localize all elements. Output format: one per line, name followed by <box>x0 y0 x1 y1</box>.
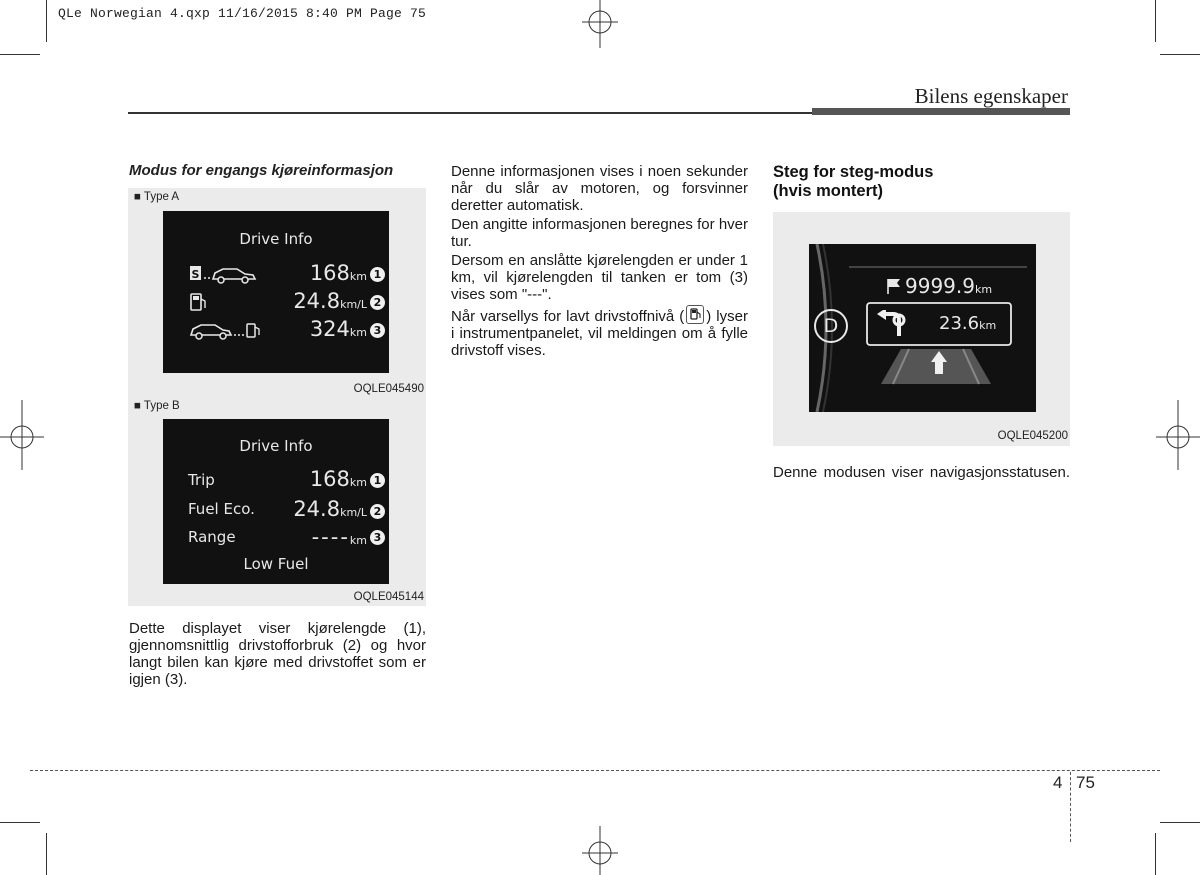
fuel-eco-value: 24.8 <box>293 289 341 313</box>
figure-a-caption: OQLE045490 <box>353 383 424 395</box>
chapter-number: 4 <box>1053 773 1063 792</box>
right-body-content: Denne modusen viser navigasjonsstatusen. <box>773 464 1070 481</box>
marker-b2: 2 <box>370 504 385 519</box>
turn-distance-unit: km <box>979 319 997 332</box>
figure-c-caption: OQLE045200 <box>997 430 1068 442</box>
type-b-label: ■ Type B <box>134 400 180 412</box>
fuel-eco-unit: km/L <box>340 298 367 311</box>
right-heading <box>773 163 933 201</box>
row-b3-value <box>312 525 367 549</box>
page-number: 75 <box>1076 773 1095 792</box>
paragraph-4 <box>451 305 748 359</box>
figure-turn-by-turn <box>773 212 1070 446</box>
paragraph-4-end: ) lyser i instrumentpanelet, vil meldingen om å fylle drivstoff vises. <box>451 308 748 359</box>
footer-dashed-rule <box>30 770 1160 771</box>
trip-unit: km <box>349 270 367 283</box>
right-body-text <box>773 464 1070 481</box>
fuel-eco-b-unit: km/L <box>340 506 367 519</box>
range-b-value: ---- <box>311 525 350 549</box>
marker-3: 3 <box>370 323 385 338</box>
figure-type-b <box>128 398 426 606</box>
trip-b-unit: km <box>349 476 367 489</box>
row-a3-value <box>310 317 367 341</box>
destination-distance-unit: km <box>974 283 993 296</box>
middle-text-block <box>451 163 748 361</box>
registration-mark-right <box>1154 400 1200 470</box>
navigation-screen <box>809 244 1036 412</box>
marker-1: 1 <box>370 267 385 282</box>
header-bar <box>812 108 1070 115</box>
row-b2-value <box>293 497 367 521</box>
figure-type-a <box>128 188 426 398</box>
marker-2: 2 <box>370 295 385 310</box>
low-fuel-message: Low Fuel <box>243 555 309 573</box>
footer-vertical-dashed-rule <box>1070 772 1071 842</box>
destination-distance-value: 9999.9 <box>905 274 975 298</box>
drive-info-screen-a <box>163 211 389 373</box>
destination-distance <box>905 274 992 298</box>
trip-value: 168 <box>309 261 350 285</box>
turn-distance-value: 23.6 <box>939 313 980 334</box>
svg-text:S: S <box>191 268 200 281</box>
turn-left-arrow-icon <box>875 310 909 338</box>
section-title: Bilens egenskaper <box>914 84 1068 108</box>
type-a-label: ■ Type A <box>134 191 180 203</box>
subheading: Modus for engangs kjøreinformasjon <box>129 162 394 179</box>
heading-line-2: (hvis montert) <box>773 182 884 200</box>
range-value: 324 <box>309 317 350 341</box>
trip-b-value: 168 <box>309 467 350 491</box>
paragraph-4-start: Når varsellys for lavt drivstoffnivå ( <box>451 308 685 325</box>
car-range-fuel-icon <box>189 319 261 341</box>
gear-indicator: D <box>814 309 848 343</box>
paragraph-1: Denne informasjonen vises i noen sekunder når du slår av motoren, og forsvinner deretter automatisk. <box>451 163 748 214</box>
fuel-eco-b-value: 24.8 <box>293 497 341 521</box>
car-trip-icon <box>189 263 259 285</box>
destination-flag-icon <box>885 277 903 295</box>
range-label: Range <box>188 528 236 546</box>
range-unit: km <box>349 326 367 339</box>
low-fuel-warning-icon <box>686 305 704 324</box>
marker-b1: 1 <box>370 473 385 488</box>
registration-mark-left <box>0 400 46 470</box>
drive-info-screen-b <box>163 419 389 584</box>
paragraph-2: Den angitte informasjonen beregnes for hver tur. <box>451 216 748 250</box>
registration-mark-bottom <box>570 826 630 875</box>
row-a2-value <box>293 289 367 313</box>
fuel-eco-label: Fuel Eco. <box>188 500 255 518</box>
row-a1-value <box>310 261 367 285</box>
heading-line-1: Steg for steg-modus <box>773 163 934 181</box>
screen-a-title: Drive Info <box>239 230 313 248</box>
range-b-unit: km <box>349 534 367 547</box>
registration-mark-top <box>570 0 630 50</box>
left-body-text: Dette displayet viser kjørelengde (1), gjennomsnittlig drivstofforbruk (2) og hvor langt bilen kan kjøre med drivstoffet som er igjen (3). <box>129 620 426 688</box>
screen-b-title: Drive Info <box>239 437 313 455</box>
trip-label: Trip <box>188 471 215 489</box>
fuel-pump-icon <box>189 291 209 313</box>
turn-distance <box>939 313 996 334</box>
figure-b-caption: OQLE045144 <box>353 591 424 603</box>
print-slug: QLe Norwegian 4.qxp 11/16/2015 8:40 PM Page 75 <box>58 6 427 21</box>
paragraph-3: Dersom en anslåtte kjørelengden er under 1 km, vil kjørelengden til tanken er tom (3) vises som "---". <box>451 252 748 303</box>
row-b1-value <box>310 467 367 491</box>
marker-b3: 3 <box>370 530 385 545</box>
